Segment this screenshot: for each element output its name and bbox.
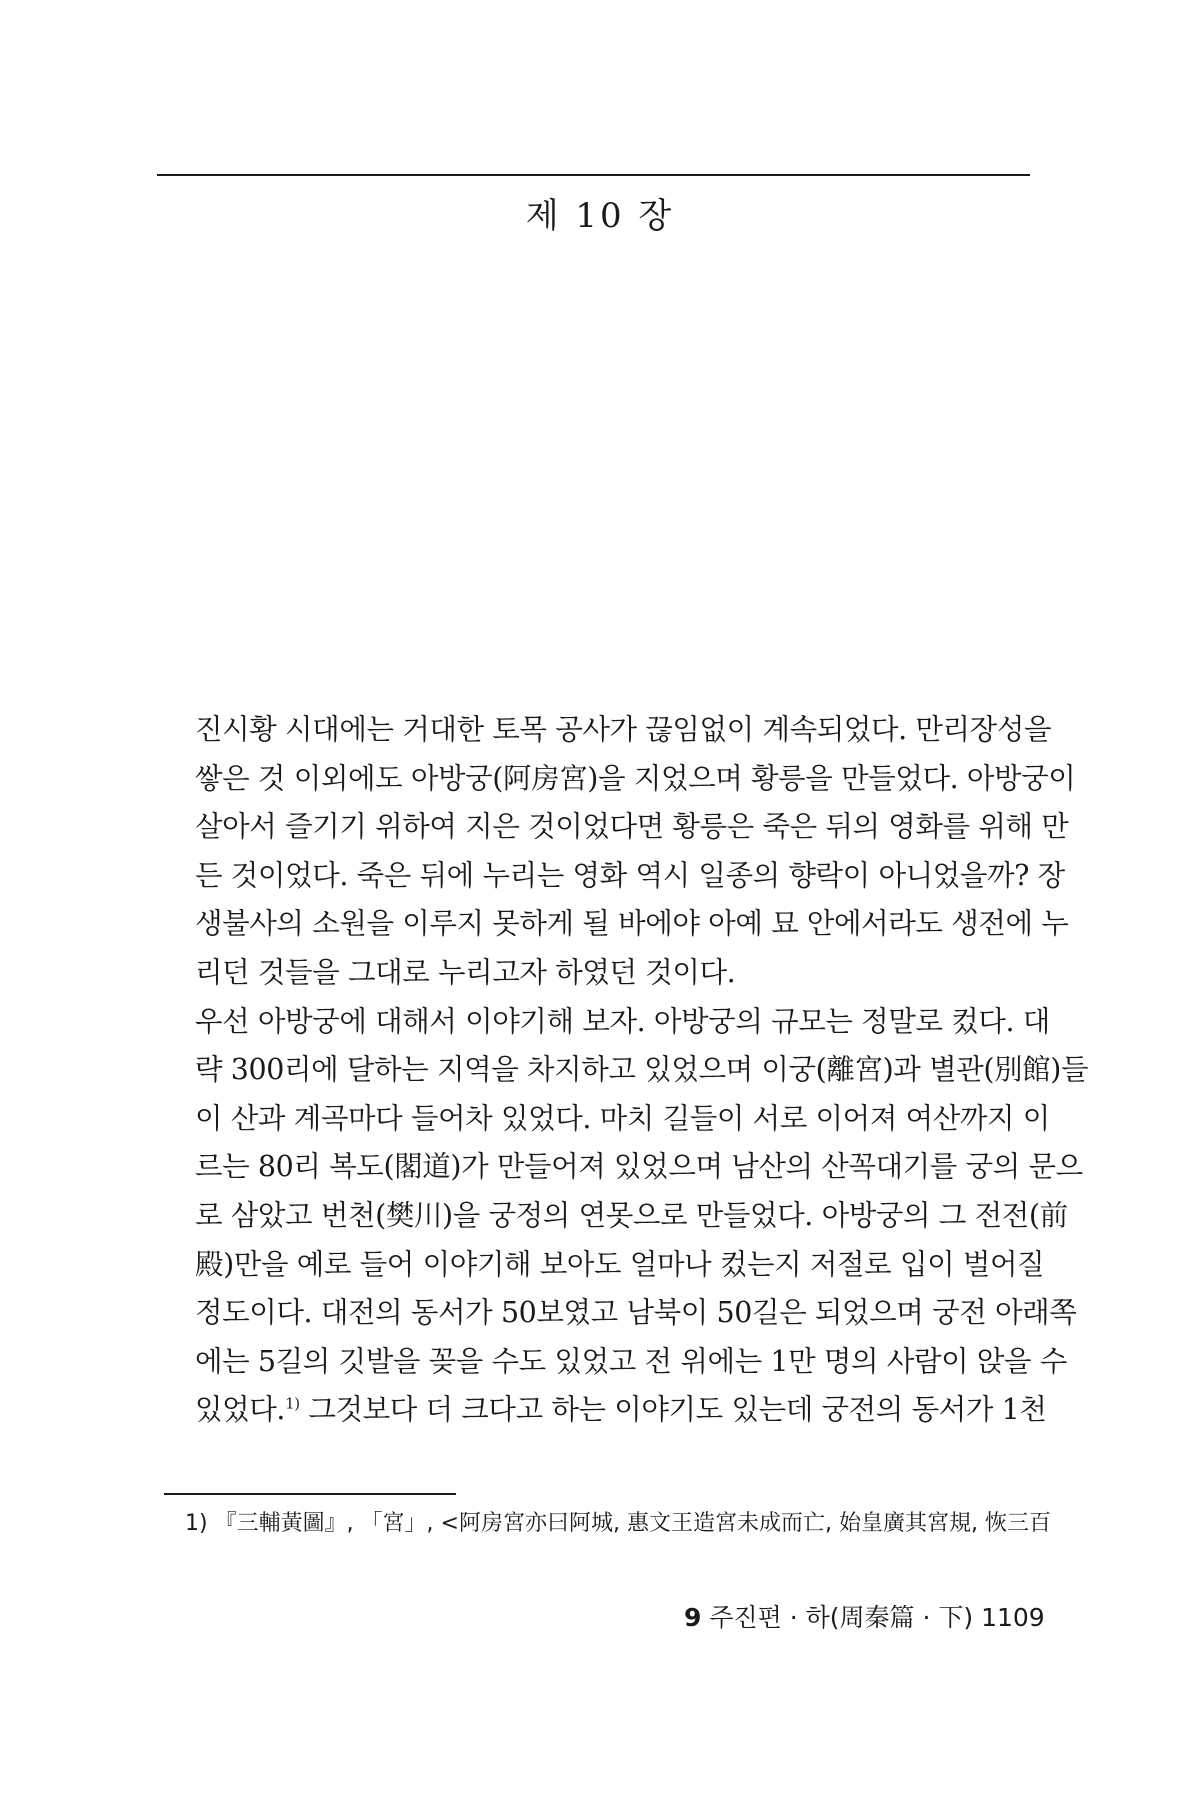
text-line: 殿)만을 예로 들어 이야기해 보아도 얼마나 컸는지 저절로 입이 벌어질	[195, 1247, 1045, 1281]
text-line: 로 삼았고 번천(樊川)을 궁정의 연못으로 만들었다. 아방궁의 그 전전(前	[195, 1198, 1068, 1232]
text-segment: 있었다.	[195, 1393, 286, 1427]
text-line: 정도이다. 대전의 동서가 50보였고 남북이 50길은 되었으며 궁전 아래쪽	[195, 1296, 1077, 1330]
text-line: 르는 80리 복도(閣道)가 만들어져 있었으며 남산의 산꼭대기를 궁의 문으	[195, 1150, 1083, 1184]
header-rule	[157, 174, 1030, 176]
text-line: 쌓은 것 이외에도 아방궁(阿房宮)을 지었으며 황릉을 만들었다. 아방궁이	[195, 761, 1076, 795]
running-footer	[684, 1601, 1045, 1635]
text-line: 든 것이었다. 죽은 뒤에 누리는 영화 역시 일종의 향락이 아니었을까? 장	[195, 858, 1065, 892]
footnote-reference[interactable]: 1)	[285, 1394, 300, 1413]
text-line: 이 산과 계곡마다 들어차 있었다. 마치 길들이 서로 이어져 여산까지 이	[195, 1101, 1050, 1135]
chapter-heading: 제 10 장	[525, 196, 675, 236]
section-number: 9	[684, 1603, 702, 1632]
footnote-rule	[164, 1493, 456, 1495]
text-line: 생불사의 소원을 이루지 못하게 될 바에야 아예 묘 안에서라도 생전에 누	[195, 907, 1069, 941]
text-line: 우선 아방궁에 대해서 이야기해 보자. 아방궁의 규모는 정말로 컸다. 대	[195, 1004, 1050, 1038]
paragraph-2	[164, 998, 1089, 1435]
paragraph-1	[164, 706, 1076, 998]
text-line: 에는 5길의 깃발을 꽂을 수도 있었고 전 위에는 1만 명의 사람이 앉을 수	[195, 1344, 1067, 1378]
body-text	[164, 706, 1089, 1435]
footnote: 1) 『三輔黃圖』, 「宮」, <阿房宮亦曰阿城, 惠文王造宮未成而亡, 始皇廣其宮規, 恢三百	[185, 1511, 1051, 1536]
page-number: 1109	[981, 1603, 1045, 1632]
text-line: 진시황 시대에는 거대한 토목 공사가 끊임없이 계속되었다. 만리장성을	[195, 713, 1052, 746]
text-segment: 그것보다 더 크다고 하는 이야기도 있는데 궁전의 동서가 1천	[299, 1393, 1047, 1427]
section-title: 주진편 · 하(周秦篇 · 下)	[701, 1603, 982, 1632]
text-line: 략 300리에 달하는 지역을 차지하고 있었으며 이궁(離宮)과 별관(別館)들	[195, 1053, 1089, 1087]
text-line-with-footnote-ref	[164, 1386, 1047, 1435]
text-line: 살아서 즐기기 위하여 지은 것이었다면 황릉은 죽은 뒤의 영화를 위해 만	[195, 810, 1069, 844]
text-line: 리던 것들을 그대로 누리고자 하였던 것이다.	[195, 955, 736, 989]
